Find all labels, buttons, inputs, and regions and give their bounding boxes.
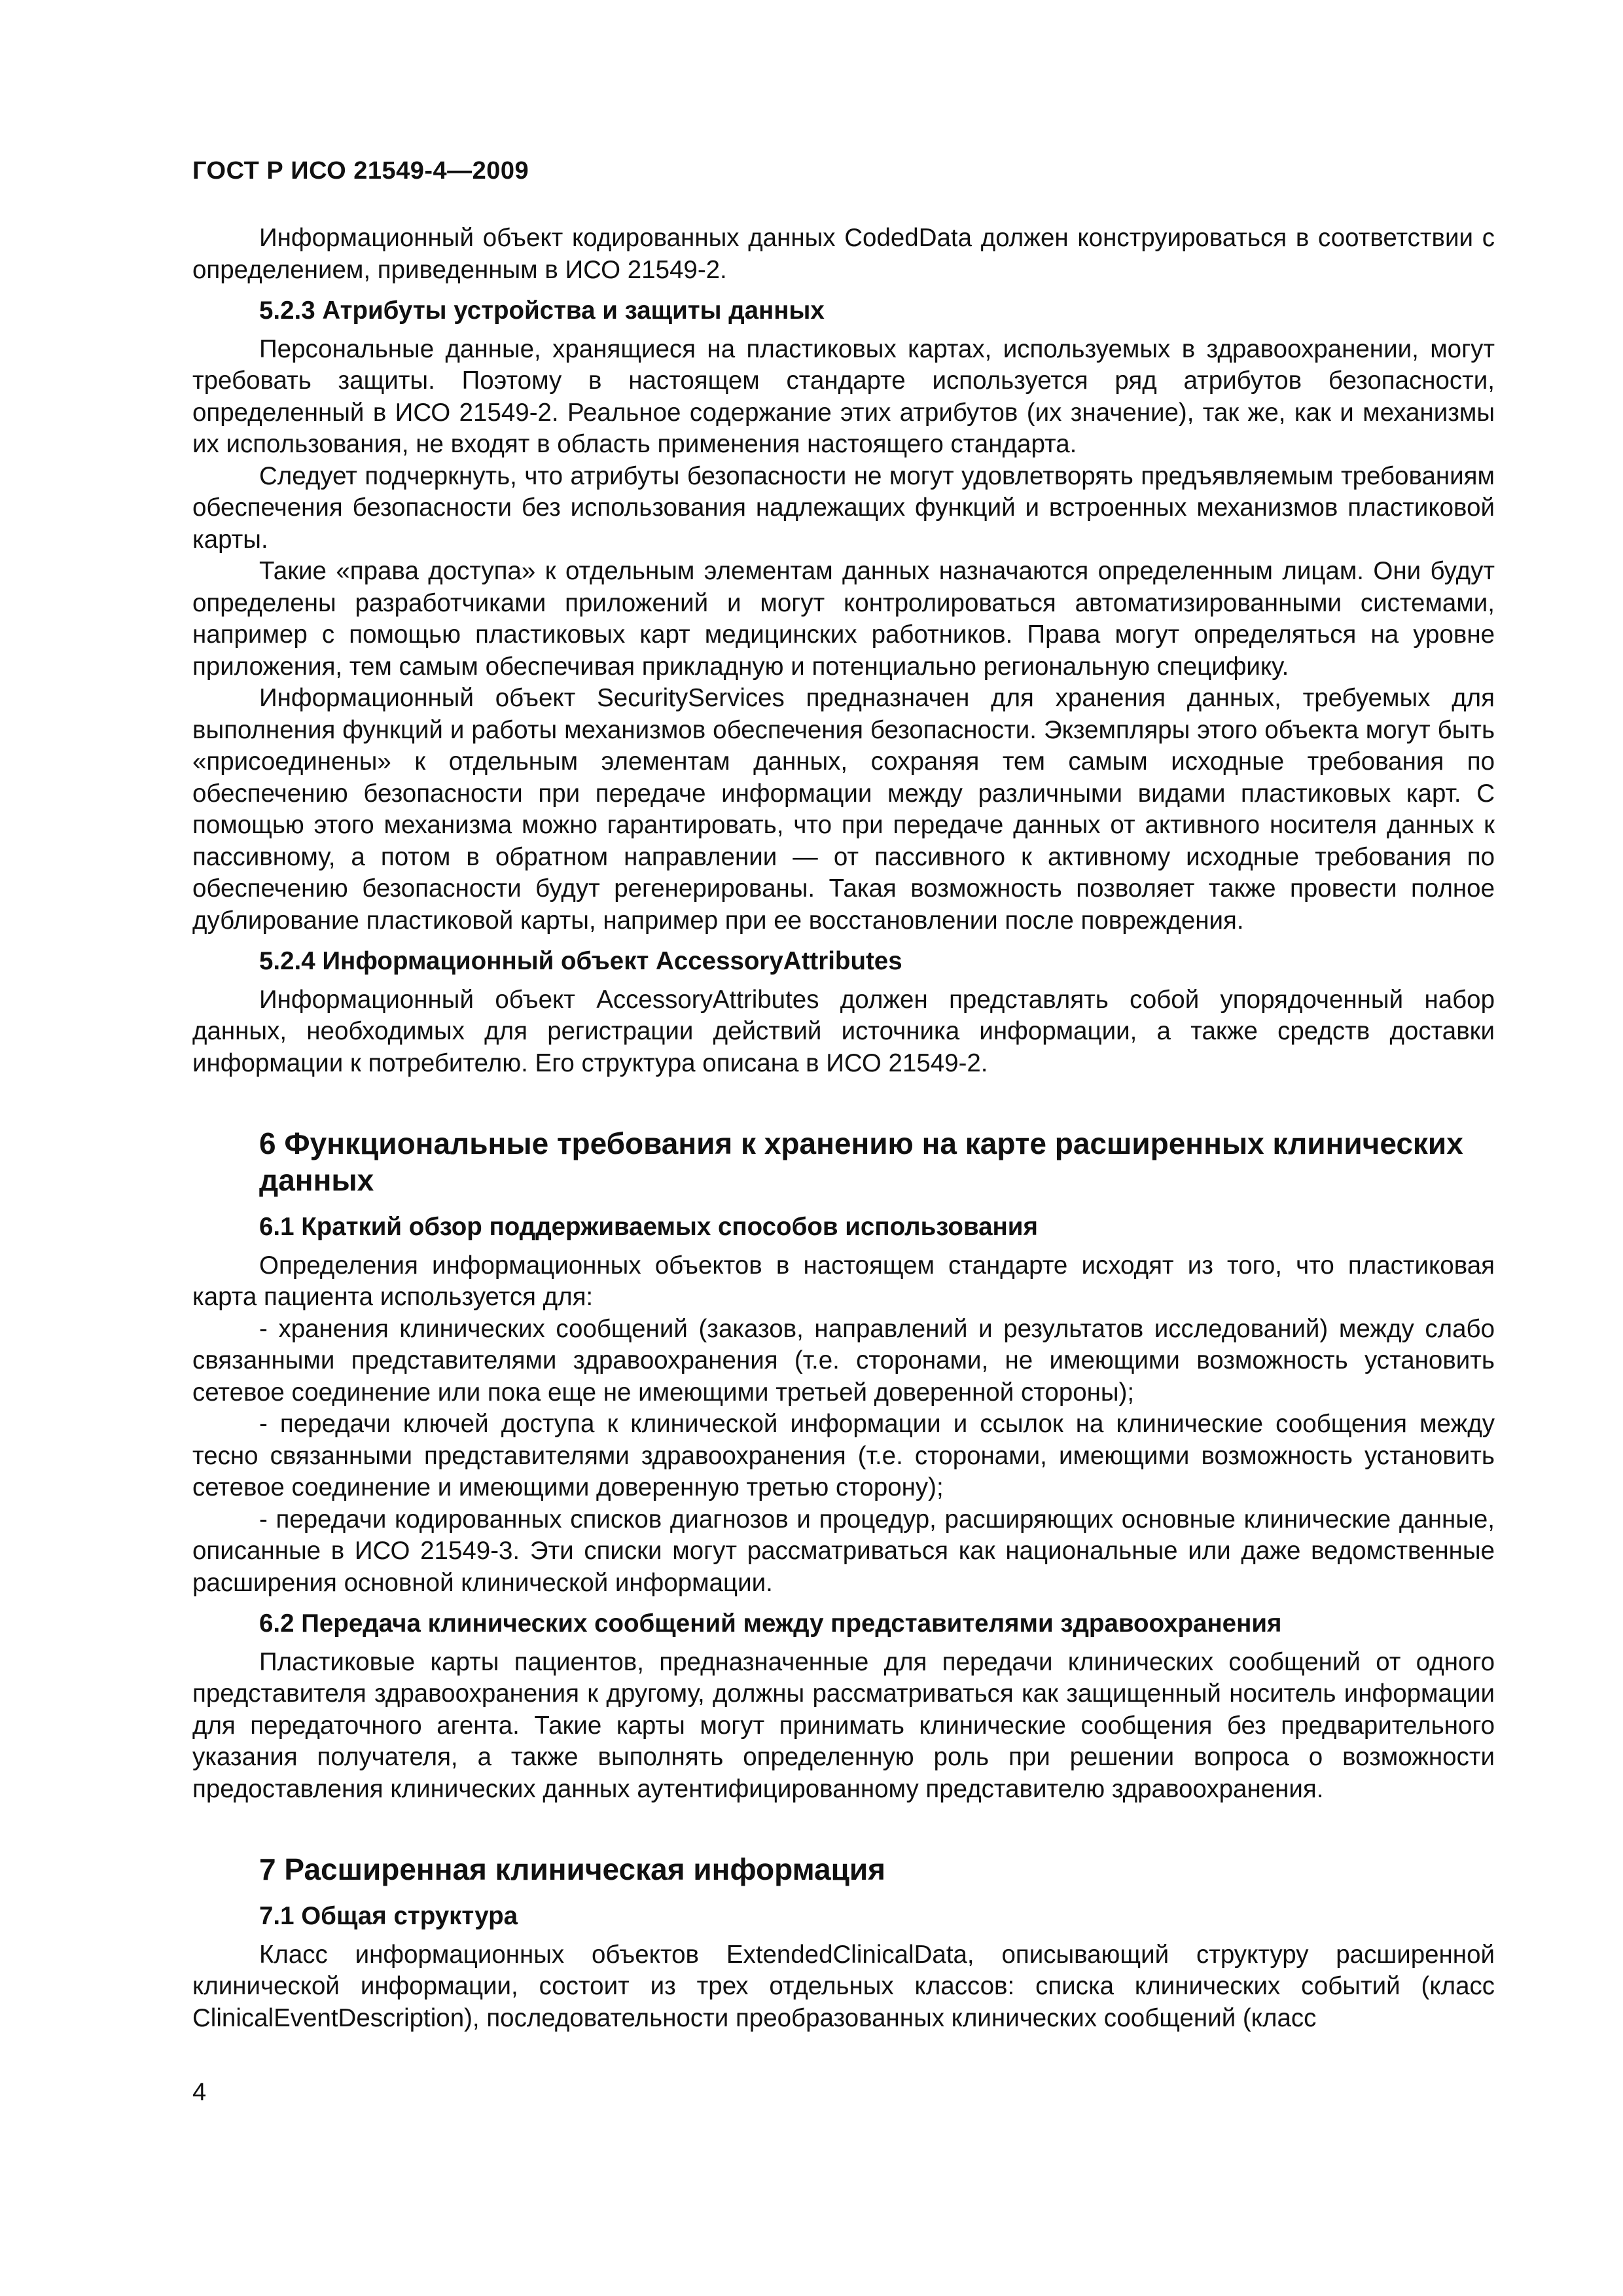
chapter-heading-7: 7 Расширенная клиническая информация [259, 1852, 886, 1886]
section-heading-7-1: 7.1 Общая структура [259, 1902, 518, 1930]
section-heading-6-1: 6.1 Краткий обзор поддерживаемых способов использования [259, 1213, 1038, 1241]
paragraph: Определения информационных объектов в настоящем стандарте исходят из того, что пластиковая карта пациента используется для: [192, 1251, 1495, 1311]
page-number: 4 [192, 2079, 207, 2106]
list-item: - передачи ключей доступа к клинической информации и ссылок на клинические сообщения между тесно связанными представителями здравоохранения (т.е. сторонами, имеющими возможность установить сетевое соединение и имеющими доверенную третью сторону); [192, 1410, 1495, 1501]
paragraph: Персональные данные, хранящиеся на пластиковых картах, используемых в здравоохранении, могут требовать защиты. Поэтому в настоящем стандарте используется ряд атрибутов безопасности, определенный в ИСО 21549-2. Реальное содержание этих атрибутов (их значение), так же, как и механизмы их использования, не входят в область применения настоящего стандарта. [192, 334, 1495, 458]
running-header: ГОСТ Р ИСО 21549-4—2009 [192, 157, 529, 185]
section-heading-5-2-3: 5.2.3 Атрибуты устройства и защиты данных [259, 296, 825, 325]
paragraph: Информационный объект SecurityServices предназначен для хранения данных, требуемых для выполнения функций и работы механизмов обеспечения безопасности. Экземпляры этого объекта могут быть «присоединены» к отдельным элементам данных, сохраняя тем самым исходные требования по обеспечению безопасности при передаче информации между различными видами пластиковых карт. С помощью этого механизма можно гарантировать, что при передаче данных от активного носителя данных к пассивному, а потом в обратном направлении — от пассивного к активному исходные требования по обеспечению безопасности будут регенерированы. Такая возможность позволяет также провести полное дублирование пластиковой карты, например при ее восстановлении после повреждения. [192, 684, 1495, 935]
list-item: - хранения клинических сообщений (заказов, направлений и результатов исследований) между слабо связанными представителями здравоохранения (т.е. сторонами, не имеющими возможность установить сетевое соединение или пока еще не имеющими третьей доверенной стороны); [192, 1314, 1495, 1407]
paragraph: Следует подчеркнуть, что атрибуты безопасности не могут удовлетворять предъявляемым требованиям обеспечения безопасности без использования надлежащих функций и встроенных механизмов пластиковой карты. [192, 461, 1495, 554]
paragraph: Информационный объект кодированных данных CodedData должен конструироваться в соответствии с определением, приведенным в ИСО 21549-2. [192, 224, 1495, 284]
chapter-heading-6: 6 Функциональные требования к хранению на карте расширенных клинических данных [259, 1126, 1463, 1197]
list-item: - передачи кодированных списков диагнозов и процедур, расширяющих основные клинические данные, описанные в ИСО 21549-3. Эти списки могут рассматриваться как национальные или даже ведомственные расширения основной клинической информации. [192, 1505, 1495, 1597]
paragraph: Такие «права доступа» к отдельным элементам данных назначаются определенным лицам. Они будут определены разработчиками приложений и могут контролироваться автоматизированными системами, например с помощью пластиковых карт медицинских работников. Права могут определяться на уровне приложения, тем самым обеспечивая прикладную и потенциально региональную специфику. [192, 557, 1495, 681]
paragraph: Информационный объект AccessoryAttributes должен представлять собой упорядоченный набор данных, необходимых для регистрации действий источника информации, а также средств доставки информации к потребителю. Его структура описана в ИСО 21549-2. [192, 985, 1495, 1077]
section-heading-5-2-4: 5.2.4 Информационный объект AccessoryAttributes [259, 947, 902, 975]
section-heading-6-2: 6.2 Передача клинических сообщений между представителями здравоохранения [259, 1609, 1282, 1638]
page-body [192, 223, 1495, 2034]
paragraph: Пластиковые карты пациентов, предназначенные для передачи клинических сообщений от одного представителя здравоохранения к другому, должны рассматриваться как защищенный носитель информации для передаточного агента. Такие карты могут принимать клинические сообщения без предварительного указания получателя, а также выполнять определенную роль при решении вопроса о возможности предоставления клинических данных аутентифицированному представителю здравоохранения. [192, 1647, 1495, 1803]
paragraph: Класс информационных объектов ExtendedClinicalData, описывающий структуру расширенной клинической информации, состоит из трех отдельных классов: списка клинических событий (класс ClinicalEventDescription), последовательности преобразованных клинических сообщений (класс [192, 1940, 1495, 2032]
